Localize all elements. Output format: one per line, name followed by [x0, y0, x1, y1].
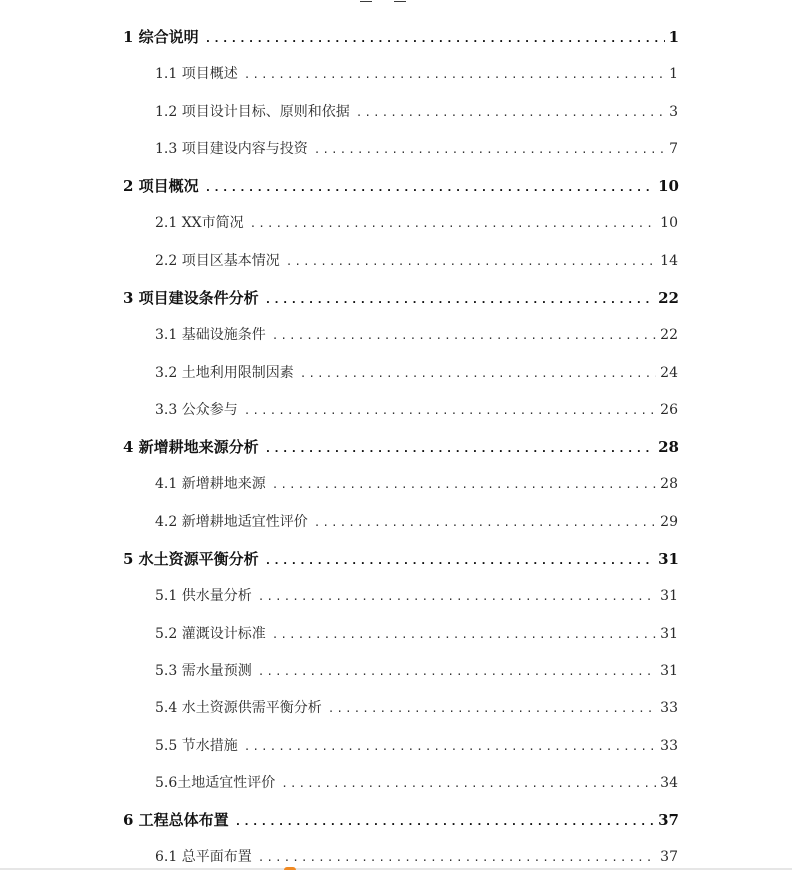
toc-entry-1-1[interactable] [155, 63, 678, 85]
toc-entry-4[interactable] [123, 436, 679, 458]
toc-entry-page: 37 [658, 811, 679, 829]
dot-leader [286, 251, 656, 273]
toc-entry-label: 2 项目概况 [123, 177, 199, 195]
toc-entry-label: 2.2 项目区基本情况 [155, 253, 280, 269]
toc-entry-page: 31 [660, 663, 678, 679]
toc-entry-label: 5.6土地适宜性评价 [155, 775, 276, 791]
toc-entry-page: 1 [668, 28, 679, 46]
toc-entry-page: 31 [658, 550, 679, 568]
dot-leader [258, 661, 656, 683]
toc-entry-5-4[interactable] [155, 697, 678, 719]
toc-entry-label: 2.1 XX市简况 [155, 215, 244, 231]
toc-entry-page: 34 [660, 775, 678, 791]
toc-entry-6[interactable] [123, 809, 679, 831]
toc-entry-label: 5.2 灌溉设计标准 [155, 626, 266, 642]
toc-entry-2[interactable] [123, 175, 679, 197]
toc-entry-label: 3.1 基础设施条件 [155, 327, 266, 343]
dot-leader [265, 550, 654, 572]
toc-entry-5-1[interactable] [155, 585, 678, 607]
dot-leader [272, 474, 656, 496]
toc-entry-label: 1.1 项目概述 [155, 66, 238, 82]
toc-entry-3-1[interactable] [155, 324, 678, 346]
toc-entry-page: 22 [660, 327, 678, 343]
dot-leader [250, 213, 657, 235]
toc-entry-label: 1.2 项目设计目标、原则和依据 [155, 104, 350, 120]
toc-entry-label: 4.1 新增耕地来源 [155, 476, 266, 492]
toc-entry-page: 28 [660, 476, 678, 492]
toc-entry-5-6[interactable] [155, 772, 678, 794]
toc-entry-4-1[interactable] [155, 473, 678, 495]
toc-entry-page: 7 [669, 141, 678, 157]
dot-leader [272, 624, 656, 646]
toc-entry-page: 33 [660, 738, 678, 754]
toc-entry-page: 24 [660, 365, 678, 381]
toc-entry-label: 5.3 需水量预测 [155, 663, 252, 679]
dot-leader [265, 289, 654, 311]
dot-leader [272, 325, 656, 347]
toc-entry-label: 5.4 水土资源供需平衡分析 [155, 700, 322, 716]
toc-entry-label: 4.2 新增耕地适宜性评价 [155, 514, 308, 530]
toc-entry-label: 6.1 总平面布置 [155, 849, 252, 865]
dot-leader [244, 736, 656, 758]
toc-entry-label: 3.3 公众参与 [155, 402, 238, 418]
toc-entry-page: 33 [660, 700, 678, 716]
toc-entry-page: 37 [660, 849, 678, 865]
toc-entry-page: 29 [660, 514, 678, 530]
toc-entry-label: 5.1 供水量分析 [155, 588, 252, 604]
dot-leader [300, 363, 656, 385]
toc-entry-label: 4 新增耕地来源分析 [123, 438, 259, 456]
cropped-title-fragment [360, 0, 440, 2]
toc-entry-5[interactable] [123, 548, 679, 570]
toc-entry-3-2[interactable] [155, 362, 678, 384]
toc-entry-page: 31 [660, 588, 678, 604]
dot-leader [281, 773, 656, 795]
toc-entry-page: 1 [669, 66, 678, 82]
toc-entry-4-2[interactable] [155, 511, 678, 533]
dot-leader [356, 102, 665, 124]
toc-entry-5-3[interactable] [155, 660, 678, 682]
toc-entry-label: 1.3 项目建设内容与投资 [155, 141, 308, 157]
toc-entry-1[interactable] [123, 26, 679, 48]
toc-entry-page: 26 [660, 402, 678, 418]
toc-entry-page: 31 [660, 626, 678, 642]
toc-entry-2-2[interactable] [155, 250, 678, 272]
dot-leader [314, 512, 656, 534]
toc-entry-5-5[interactable] [155, 735, 678, 757]
toc-entry-label: 6 工程总体布置 [123, 811, 229, 829]
toc-entry-6-1[interactable] [155, 846, 678, 868]
dot-leader [265, 438, 654, 460]
toc-entry-label: 3 项目建设条件分析 [123, 289, 259, 307]
toc-entry-label: 5 水土资源平衡分析 [123, 550, 259, 568]
dot-leader [244, 400, 656, 422]
toc-entry-label: 3.2 土地利用限制因素 [155, 365, 294, 381]
toc-entry-page: 3 [669, 104, 678, 120]
toc-entry-3-3[interactable] [155, 399, 678, 421]
dot-leader [244, 64, 665, 86]
toc-entry-page: 10 [660, 215, 678, 231]
dot-leader [258, 847, 656, 869]
toc-entry-page: 14 [660, 253, 678, 269]
toc-entry-1-3[interactable] [155, 138, 678, 160]
toc-entry-page: 10 [658, 177, 679, 195]
dot-leader [235, 811, 654, 833]
toc-entry-page: 22 [658, 289, 679, 307]
dot-leader [328, 698, 656, 720]
toc-entry-5-2[interactable] [155, 623, 678, 645]
toc-entry-label: 5.5 节水措施 [155, 738, 238, 754]
dot-leader [205, 28, 665, 50]
toc-entry-page: 28 [658, 438, 679, 456]
toc-entry-label: 1 综合说明 [123, 28, 199, 46]
toc-entry-3[interactable] [123, 287, 679, 309]
dot-leader [258, 586, 656, 608]
toc-entry-1-2[interactable] [155, 101, 678, 123]
dot-leader [314, 139, 665, 161]
toc-entry-2-1[interactable] [155, 212, 678, 234]
dot-leader [205, 177, 654, 199]
